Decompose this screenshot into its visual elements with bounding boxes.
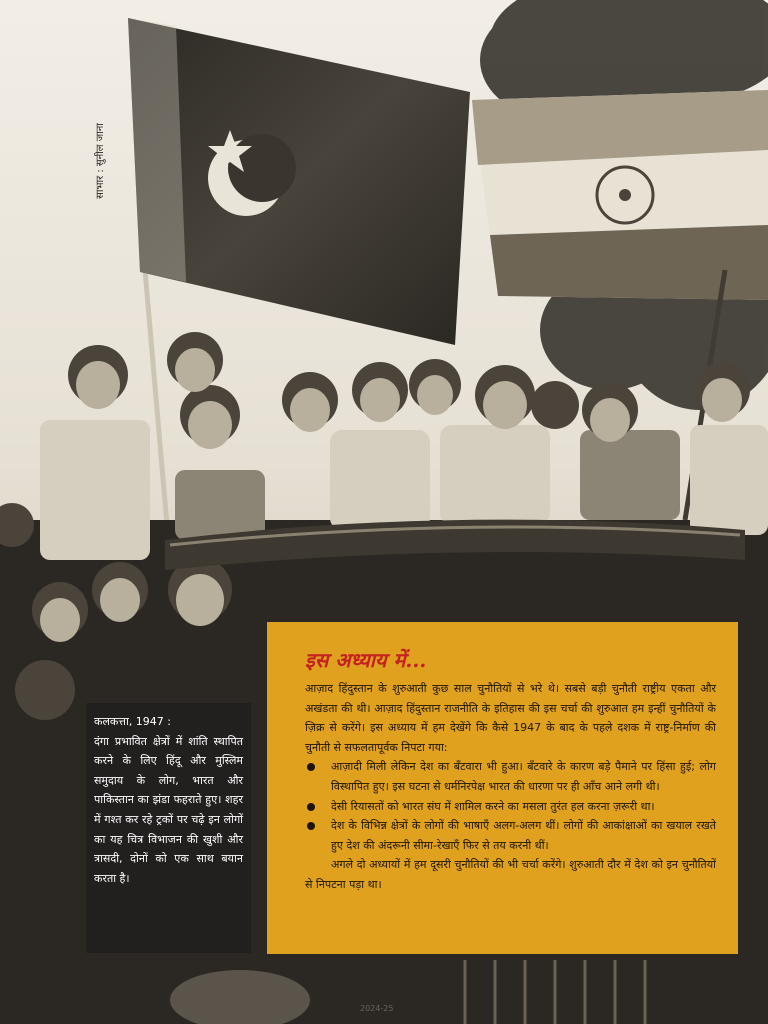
bullet-icon [307, 803, 315, 811]
list-item-text: आज़ादी मिली लेकिन देश का बँटवारा भी हुआ। बँटवारे के कारण बड़े पैमाने पर हिंसा हुई; लोग विस्थापित हुए। इस घटना से धर्मनिरपेक्ष भारत की धारणा पर ही आँच आने लगी थी। [331, 760, 716, 793]
chapter-intro-box [267, 622, 738, 954]
list-item-text: देश के विभिन्न क्षेत्रों के लोगों की भाषाएँ अलग-अलग थीं। लोगों की आकांक्षाओं का खयाल रखते हुए देश की अंदरूनी सीमा-रेखाएँ फिर से तय करनी थीं। [331, 819, 716, 852]
photo-credit [78, 112, 118, 212]
caption-title: कलकत्ता, 1947 : [94, 715, 171, 728]
caption-text: दंगा प्रभावित क्षेत्रों में शांति स्थापित करने के लिए हिंदू और मुस्लिम समुदाय के लोग, भारत और पाकिस्तान का झंडा फहराते हुए। शहर में गश्त कर रहे ट्रकों पर चढ़े इन लोगों का यह चित्र विभाजन की खुशी और त्रासदी, दोनों को एक साथ बयान करता है। [94, 734, 243, 885]
chapter-intro-text: आज़ाद हिंदुस्तान के शुरुआती कुछ साल चुनौतियों से भरे थे। सबसे बड़ी चुनौती राष्ट्रीय एकता और अखंडता की थी। आज़ाद हिंदुस्तान राजनीति के इतिहास की इस चर्चा की शुरुआत हम इन्हीं चुनौतियों के ज़िक्र से करेंगे। इस अध्याय में हम देखेंगे कि कैसे 1947 के बाद के पहले दशक में राष्ट्र-निर्माण की चुनौती से सफलतापूर्वक निपटा गया: [305, 682, 716, 754]
bullet-icon [307, 822, 315, 830]
footer-stamp: 2024-25 [360, 1004, 394, 1013]
chapter-intro-list [305, 757, 716, 855]
list-item [305, 757, 716, 796]
list-item [305, 797, 716, 817]
chapter-intro-heading: इस अध्याय में... [305, 648, 427, 672]
chapter-intro-closing: अगले दो अध्यायों में हम दूसरी चुनौतियों की भी चर्चा करेंगे। शुरुआती दौर में देश को इन चुनौतियों से निपटना पड़ा था। [305, 858, 716, 891]
list-item-text: देसी रियासतों को भारत संघ में शामिल करने का मसला तुरंत हल करना ज़रूरी था। [331, 799, 655, 813]
photo-caption-box [86, 703, 251, 953]
bullet-icon [307, 763, 315, 771]
photo-credit-text: साभार : सुनील जाना [95, 123, 106, 199]
list-item [305, 816, 716, 855]
